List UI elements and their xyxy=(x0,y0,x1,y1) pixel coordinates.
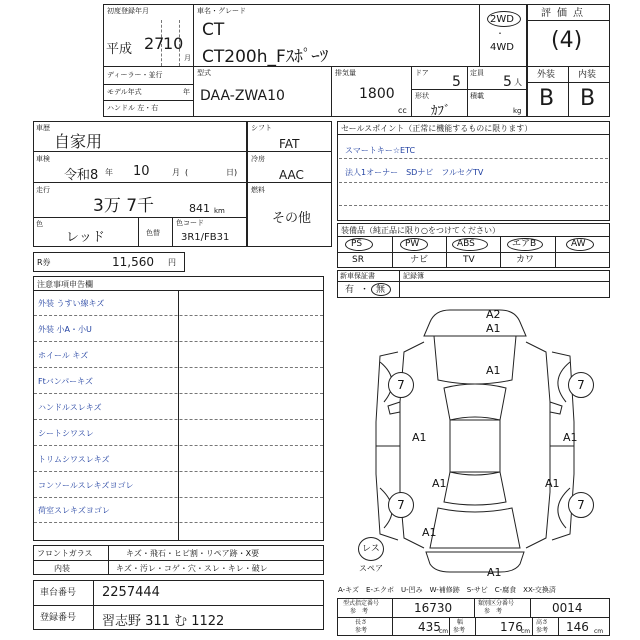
shape-value: ｶﾌﾞ xyxy=(431,104,451,119)
yen-unit: 円 xyxy=(168,258,176,267)
sales-point-2: 法人1オーナー SDナビ フルセグTV xyxy=(345,168,484,177)
first-reg-month: 10 xyxy=(163,34,184,53)
inspection-month: 10 xyxy=(133,164,150,179)
height-sub: 参考 xyxy=(536,627,549,634)
damage-label: A1 xyxy=(545,477,560,490)
displacement-label: 排気量 xyxy=(335,69,356,77)
inspection-day-paren: ( xyxy=(185,168,189,177)
height-value: 146 xyxy=(566,620,589,634)
color-code: 3R1/FB31 xyxy=(181,232,230,243)
capacity-value: 5 xyxy=(503,74,512,90)
note-item: 荷室スレキズヨゴレ xyxy=(38,506,110,515)
records-label: 記録簿 xyxy=(403,272,424,280)
damage-label: A1 xyxy=(486,364,501,377)
drive-4wd: 4WD xyxy=(490,42,514,53)
history-label: 車歴 xyxy=(36,124,50,132)
exterior-label: 外装 xyxy=(537,70,556,80)
equip-leather: カワ xyxy=(516,255,535,265)
plate-value: 習志野 311 む 1122 xyxy=(102,614,225,629)
wheel-mark: 7 xyxy=(388,372,414,398)
wheel-mark: 7 xyxy=(568,492,594,518)
door-count: 5 xyxy=(452,74,461,90)
note-item: コンソールスレキズヨゴレ xyxy=(38,481,134,490)
length-unit: cm xyxy=(439,628,449,635)
displacement-value: 1800 xyxy=(359,86,395,102)
wheel-mark: 7 xyxy=(568,372,594,398)
recycle-value: 11,560 xyxy=(112,255,154,269)
kg-unit: kg xyxy=(513,107,522,115)
cert-label-1: 型式指定番号 xyxy=(343,600,380,607)
interior-cond-label: 内装 xyxy=(54,564,70,573)
warranty-label: 新車保証書 xyxy=(340,272,375,280)
equip-navi: ナビ xyxy=(410,255,429,265)
damage-label: A1 xyxy=(486,322,501,335)
aircon-label: 冷房 xyxy=(251,155,265,163)
first-reg-label: 初度登録年月 xyxy=(107,7,149,15)
damage-label: A1 xyxy=(487,566,502,579)
front-glass-value: キズ・飛石・ヒビ割・リペア跡・X要 xyxy=(126,549,260,558)
cert-label-2: 参 考 xyxy=(350,608,369,615)
length-label: 長さ xyxy=(355,619,368,626)
drive-2wd: 2WD xyxy=(490,14,514,25)
note-item: 外装 小A・小U xyxy=(38,325,92,334)
equip-sr: SR xyxy=(352,255,364,265)
sales-points-title: セールスポイント（正常に機能するものに限ります） xyxy=(341,124,533,133)
equip-airbag: エアB xyxy=(512,239,537,249)
recycle-label: R券 xyxy=(37,258,51,267)
equip-ps: PS xyxy=(351,239,363,249)
model-code: DAA-ZWA10 xyxy=(200,88,285,104)
note-item: ハンドルスレキズ xyxy=(38,403,102,412)
inspection-day-unit: 日) xyxy=(226,168,238,177)
score-label: 評価点 xyxy=(541,8,589,19)
class-label-1: 類別区分番号 xyxy=(478,600,515,607)
spare-mark: レス xyxy=(362,544,380,554)
width-unit: cm xyxy=(521,628,531,635)
color-change-label: 色替 xyxy=(146,229,160,237)
mileage-sub: 841 xyxy=(189,202,210,215)
damage-label: A1 xyxy=(412,431,427,444)
door-label: ドア xyxy=(415,69,429,77)
inspection-label: 車検 xyxy=(36,155,50,163)
first-reg-era: 平成 xyxy=(106,42,133,57)
color-code-label: 色コード xyxy=(176,219,204,227)
interior-grade: B xyxy=(580,86,596,111)
damage-legend: A-キズ E-エクボ U-凹み W-補修跡 S-サビ C-腐食 XX-交換済 xyxy=(338,586,556,594)
chassis-label: 車台番号 xyxy=(40,588,77,598)
spare-label: スペア xyxy=(359,564,383,573)
length-sub: 参考 xyxy=(355,627,368,634)
person-unit: 人 xyxy=(514,78,522,87)
aircon-value: AAC xyxy=(279,168,304,182)
warranty-no: 無 xyxy=(376,285,386,295)
fuel-value: その他 xyxy=(272,211,312,226)
cert-value: 16730 xyxy=(414,601,453,615)
damage-label: A1 xyxy=(563,431,578,444)
equip-abs: ABS xyxy=(457,239,475,249)
width-sub: 参考 xyxy=(453,627,466,634)
height-label: 高さ xyxy=(536,619,549,626)
capacity-label: 定員 xyxy=(470,69,484,77)
interior-cond-value: キズ・汚レ・コゲ・穴・スレ・キレ・破レ xyxy=(116,564,268,573)
class-label-2: 参 考 xyxy=(484,608,503,615)
shift-label: シフト xyxy=(251,124,272,132)
damage-label: A1 xyxy=(422,526,437,539)
mileage-label: 走行 xyxy=(36,186,50,194)
car-name: CT xyxy=(202,20,225,40)
warranty-dot: ・ xyxy=(360,285,370,295)
mileage-main: 3万 7千 xyxy=(93,196,155,216)
note-item: 外装 うすい線キズ xyxy=(38,299,105,308)
equip-tv: TV xyxy=(463,255,475,265)
equip-aw: AW xyxy=(571,239,586,249)
equipment-title: 装備品（純正品に限り○をつけてください） xyxy=(341,226,500,235)
color-value: レッド xyxy=(66,230,105,245)
shift-value: FAT xyxy=(279,137,300,151)
type-label: 型式 xyxy=(197,69,211,77)
inspection-year-unit: 年 xyxy=(105,168,113,177)
km-unit: km xyxy=(214,207,225,215)
inspection-month-unit: 月 xyxy=(172,168,180,177)
length-value: 435 xyxy=(418,620,441,634)
notes-title: 注意事項申告欄 xyxy=(37,280,93,289)
color-label: 色 xyxy=(36,220,43,228)
first-reg-year: 27 xyxy=(144,34,165,53)
width-value: 176 xyxy=(500,620,523,634)
chassis-value: 2257444 xyxy=(102,585,160,600)
score-value: (4) xyxy=(551,28,583,53)
damage-label: A2 xyxy=(486,308,501,321)
warranty-yes: 有 xyxy=(345,285,355,295)
height-unit: cm xyxy=(594,628,604,635)
inspection-era: 令和8 xyxy=(64,168,99,183)
sales-point-1: スマートキー☆ETC xyxy=(345,146,416,155)
car-name-label: 車名・グレード xyxy=(197,7,246,15)
note-item: トリムシワスレキズ xyxy=(38,455,110,464)
damage-label: A1 xyxy=(432,477,447,490)
note-item: Ftバンパーキズ xyxy=(38,377,94,386)
front-glass-label: フロントガラス xyxy=(37,549,93,558)
car-grade: CT200h_Fｽﾎﾟｰﾂ xyxy=(202,47,329,67)
plate-label: 登録番号 xyxy=(40,613,77,623)
history-value: 自家用 xyxy=(54,132,103,151)
first-reg-month-unit: 月 xyxy=(184,54,191,62)
wheel-mark: 7 xyxy=(388,492,414,518)
equip-pw: PW xyxy=(405,239,420,249)
interior-label: 内装 xyxy=(578,70,597,80)
shape-label: 形状 xyxy=(415,92,429,100)
exterior-grade: B xyxy=(539,86,555,111)
model-year-unit: 年 xyxy=(183,88,190,96)
cc-unit: cc xyxy=(398,106,407,115)
note-item: シートシワスレ xyxy=(38,429,94,438)
width-label: 幅 xyxy=(457,619,464,626)
recycle-section xyxy=(33,252,185,272)
dealer-label: ディーラー・並行 xyxy=(107,71,163,79)
load-label: 積載 xyxy=(470,92,484,100)
note-item: ホイール キズ xyxy=(38,351,89,360)
handle-label: ハンドル 左・右 xyxy=(107,104,159,112)
class-value: 0014 xyxy=(552,601,583,615)
fuel-label: 燃料 xyxy=(251,186,265,194)
model-year-label: モデル年式 xyxy=(107,88,142,96)
drive-dot: ・ xyxy=(496,29,504,38)
